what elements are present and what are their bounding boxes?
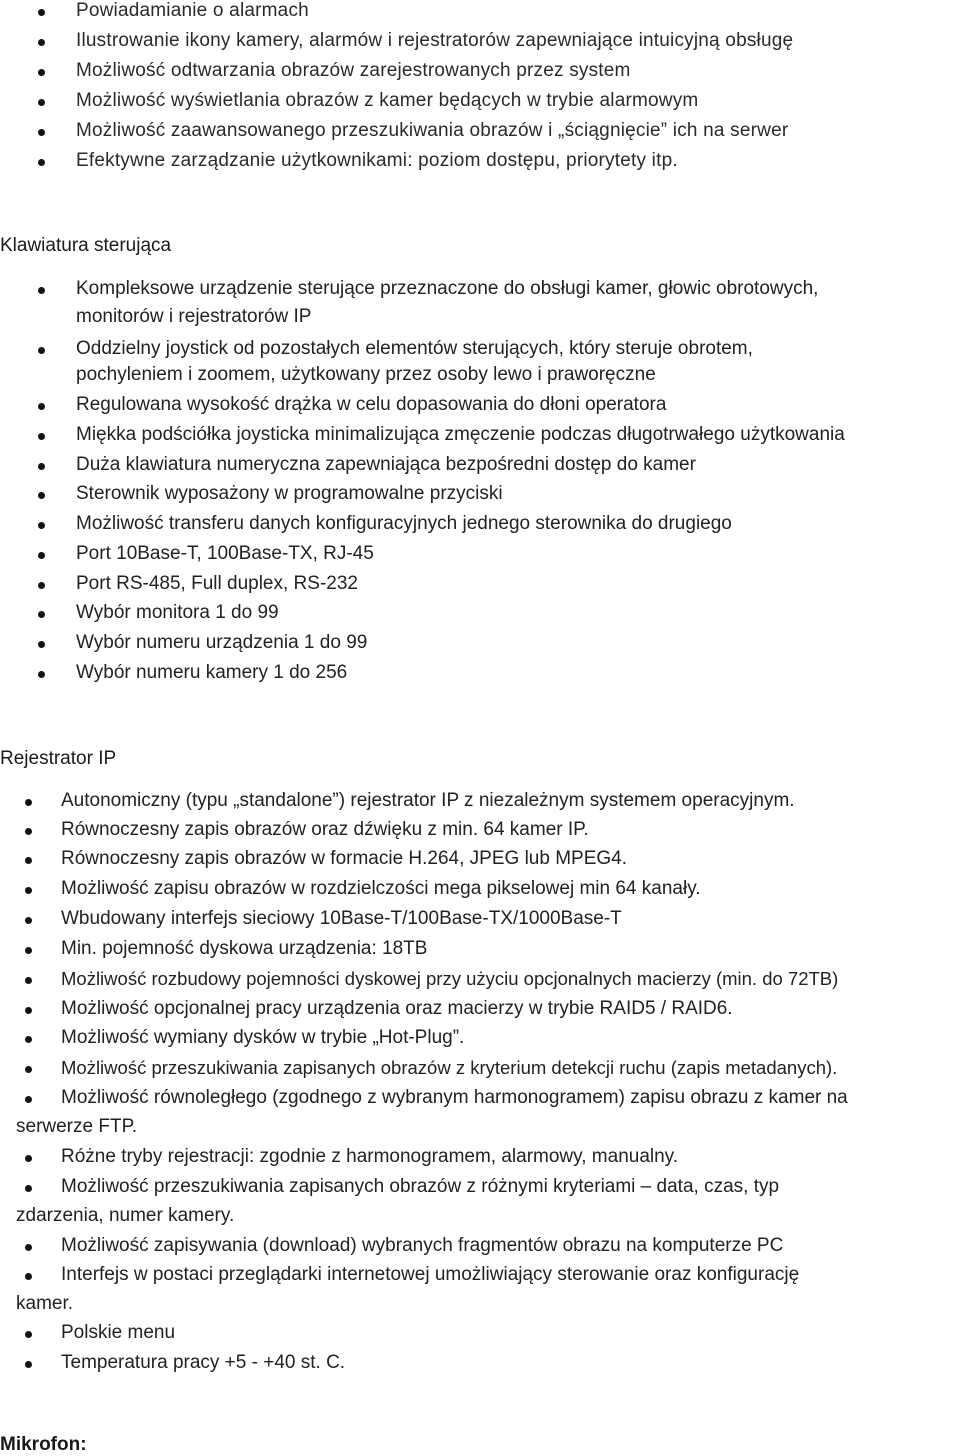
bullet-icon [38, 9, 45, 16]
list-item-text: Równoczesny zapis obrazów w formacie H.264, JPEG lub MPEG4. [61, 848, 628, 869]
list-item-text: Wybór monitora 1 do 99 [76, 602, 279, 623]
bullet-icon [25, 1066, 32, 1073]
list-item-text: Wybór numeru urządzenia 1 do 99 [76, 632, 368, 653]
list-item-continuation: serwerze FTP. [16, 1116, 138, 1137]
bullet-icon [25, 917, 32, 924]
section-heading-microphone: Mikrofon: [0, 1434, 87, 1455]
list-item-text: Możliwość wymiany dysków w trybie „Hot-Plug”. [61, 1027, 465, 1048]
section-heading-keyboard: Klawiatura sterująca [0, 235, 172, 256]
bullet-icon [25, 1361, 32, 1368]
bullet-icon [38, 403, 45, 410]
list-item-continuation: kamer. [16, 1293, 74, 1314]
bullet-icon [25, 887, 32, 894]
list-item-text: Wbudowany interfejs sieciowy 10Base-T/100Base-TX/1000Base-T [61, 908, 622, 929]
bullet-icon [38, 522, 45, 529]
bullet-icon [25, 1244, 32, 1251]
list-item-text: Port RS-485, Full duplex, RS-232 [76, 573, 358, 594]
list-item-text: Kompleksowe urządzenie sterujące przeznaczone do obsługi kamer, głowic obrotowych, [76, 278, 819, 299]
bullet-icon [38, 641, 45, 648]
bullet-icon [25, 799, 32, 806]
bullet-icon [38, 463, 45, 470]
bullet-icon [38, 69, 45, 76]
list-item-text: Interfejs w postaci przeglądarki internetowej umożliwiający sterowanie oraz konfigurację [61, 1264, 800, 1285]
list-item-text: Sterownik wyposażony w programowalne przyciski [76, 483, 503, 504]
list-item-text: Min. pojemność dyskowa urządzenia: 18TB [61, 938, 428, 959]
bullet-icon [38, 552, 45, 559]
list-item-text: Duża klawiatura numeryczna zapewniająca bezpośredni dostęp do kamer [76, 454, 696, 475]
list-item-text: Możliwość zapisywania (download) wybranych fragmentów obrazu na komputerze PC [61, 1235, 784, 1256]
bullet-icon [38, 347, 45, 354]
list-item-continuation: pochyleniem i zoomem, użytkowany przez osoby lewo i praworęczne [76, 364, 656, 385]
bullet-icon [25, 1036, 32, 1043]
bullet-icon [38, 671, 45, 678]
section-heading-recorder: Rejestrator IP [0, 748, 117, 769]
list-item-text: Powiadamianie o alarmach [76, 0, 309, 21]
bullet-icon [38, 433, 45, 440]
list-item-text: Możliwość odtwarzania obrazów zarejestrowanych przez system [76, 60, 631, 81]
bullet-icon [38, 492, 45, 499]
bullet-icon [38, 129, 45, 136]
list-item-text: Różne tryby rejestracji: zgodnie z harmonogramem, alarmowy, manualny. [61, 1146, 679, 1167]
list-item-text: Wybór numeru kamery 1 do 256 [76, 662, 348, 683]
bullet-icon [25, 857, 32, 864]
list-item-text: Oddzielny joystick od pozostałych elementów sterujących, który steruje obrotem, [76, 338, 753, 359]
list-item-text: Ilustrowanie ikony kamery, alarmów i rejestratorów zapewniające intuicyjną obsługę [76, 30, 794, 51]
list-item-text: Równoczesny zapis obrazów oraz dźwięku z min. 64 kamer IP. [61, 819, 589, 840]
list-item-text: Autonomiczny (typu „standalone”) rejestrator IP z niezależnym systemem operacyjnym. [61, 790, 795, 811]
list-item-text: Port 10Base-T, 100Base-TX, RJ-45 [76, 543, 374, 564]
list-item-continuation: monitorów i rejestratorów IP [76, 306, 312, 327]
bullet-icon [38, 611, 45, 618]
bullet-icon [25, 977, 32, 984]
list-item-text: Efektywne zarządzanie użytkownikami: poziom dostępu, priorytety itp. [76, 150, 678, 171]
list-item-text: Polskie menu [61, 1322, 176, 1343]
bullet-icon [25, 1155, 32, 1162]
bullet-icon [25, 1331, 32, 1338]
bullet-icon [25, 828, 32, 835]
list-item-text: Miękka podściółka joysticka minimalizująca zmęczenie podczas długotrwałego użytkowania [76, 424, 845, 445]
bullet-icon [25, 947, 32, 954]
bullet-icon [38, 287, 45, 294]
bullet-icon [38, 99, 45, 106]
list-item-text: Możliwość zapisu obrazów w rozdzielczości mega pikselowej min 64 kanały. [61, 878, 701, 899]
list-item-continuation: zdarzenia, numer kamery. [16, 1205, 235, 1226]
bullet-icon [25, 1273, 32, 1280]
list-item-text: Możliwość przeszukiwania zapisanych obrazów z kryterium detekcji ruchu (zapis metadanych). [61, 1057, 838, 1078]
list-item-text: Możliwość transferu danych konfiguracyjnych jednego sterownika do drugiego [76, 513, 732, 534]
bullet-icon [25, 1185, 32, 1192]
bullet-icon [25, 1007, 32, 1014]
list-item-text: Możliwość rozbudowy pojemności dyskowej przy użyciu opcjonalnych macierzy (min. do 72TB) [61, 968, 839, 989]
list-item-text: Możliwość przeszukiwania zapisanych obrazów z różnymi kryteriami – data, czas, typ [61, 1176, 780, 1197]
list-item-text: Możliwość równoległego (zgodnego z wybranym harmonogramem) zapisu obrazu z kamer na [61, 1087, 848, 1108]
list-item-text: Możliwość wyświetlania obrazów z kamer będących w trybie alarmowym [76, 90, 699, 111]
bullet-icon [25, 1096, 32, 1103]
bullet-icon [38, 159, 45, 166]
list-item-text: Możliwość zaawansowanego przeszukiwania obrazów i „ściągnięcie” ich na serwer [76, 120, 789, 141]
bullet-icon [38, 39, 45, 46]
bullet-icon [38, 582, 45, 589]
list-item-text: Regulowana wysokość drążka w celu dopasowania do dłoni operatora [76, 394, 667, 415]
list-item-text: Temperatura pracy +5 - +40 st. C. [61, 1352, 346, 1373]
list-item-text: Możliwość opcjonalnej pracy urządzenia oraz macierzy w trybie RAID5 / RAID6. [61, 998, 733, 1019]
